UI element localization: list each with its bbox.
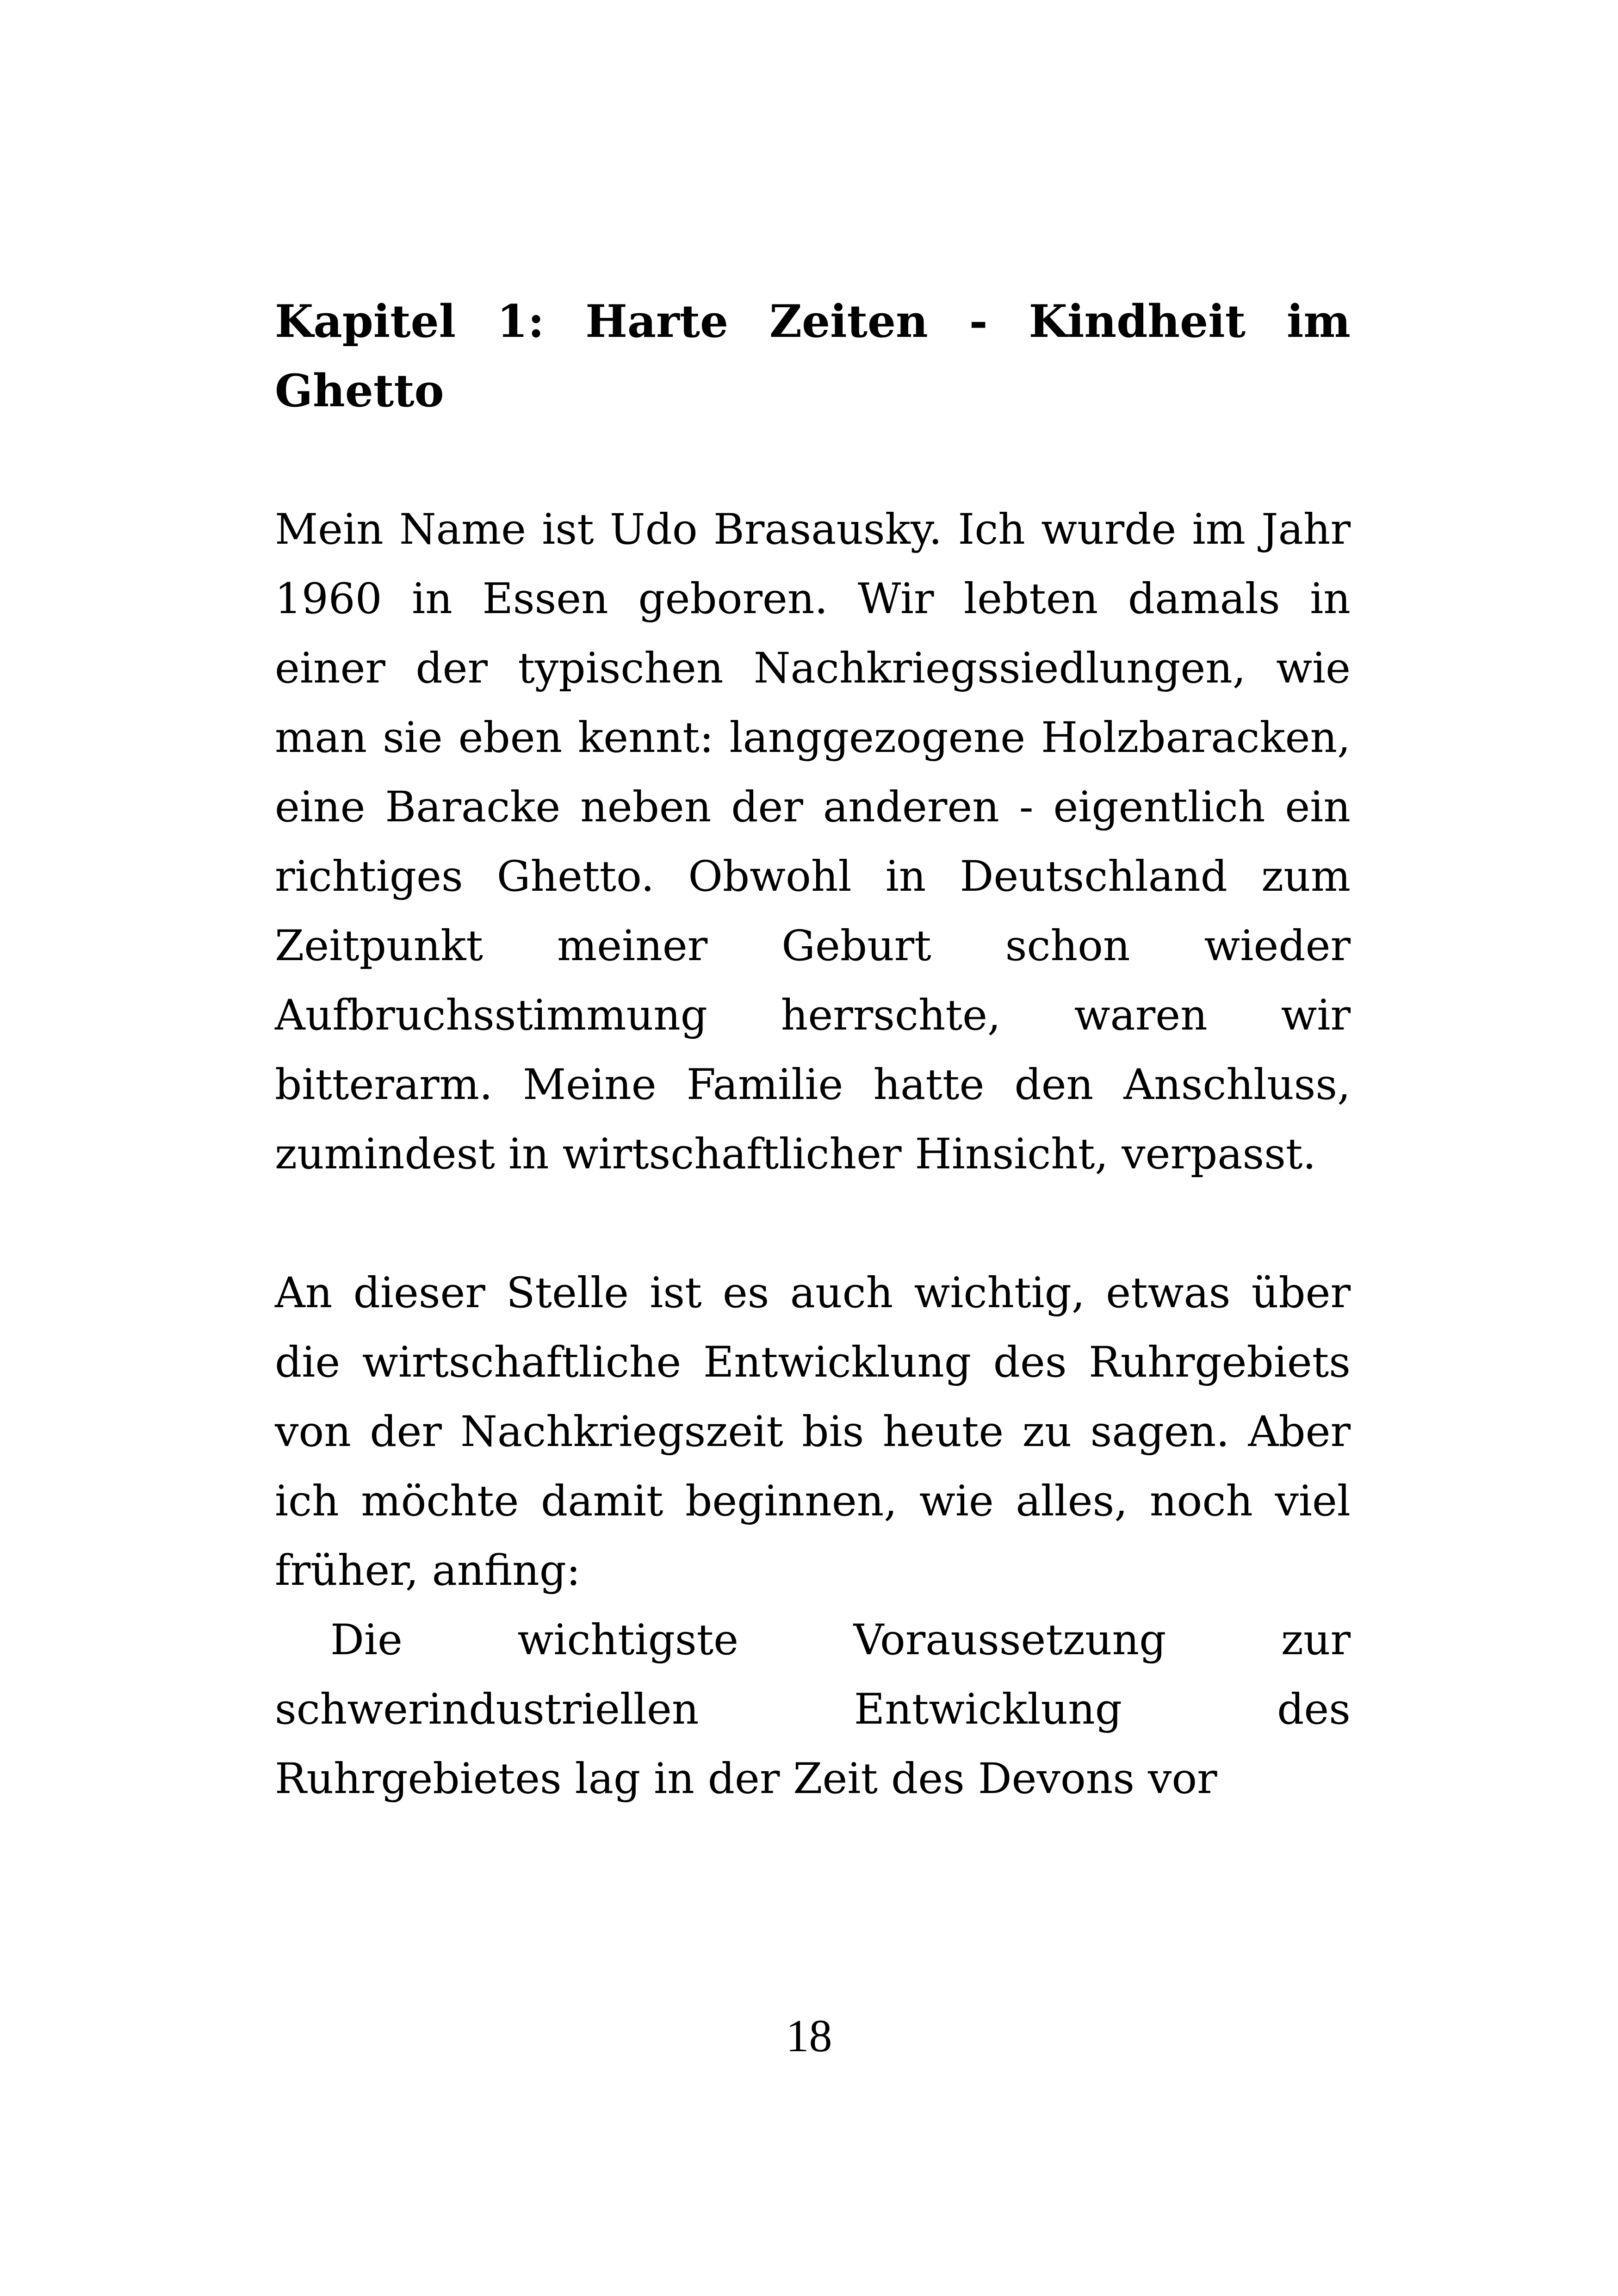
paragraph-3: Die wichtigste Voraussetzung zur schwerindustriellen Entwicklung des Ruhrgebietes lag in der Zeit des Devons vor (275, 1616, 1351, 1803)
page-content (275, 287, 1351, 1814)
chapter-title: Kapitel 1: Harte Zeiten - Kindheit im Ghetto (275, 295, 1351, 417)
paragraph-2: An dieser Stelle ist es auch wichtig, etwas über die wirtschaftliche Entwicklung des Ruhrgebiets von der Nachkriegszeit bis heute zu sagen. Aber ich möchte damit beginnen, wie alles, noch viel früher, anfing: (275, 1269, 1351, 1595)
page-number: 18 (786, 2010, 832, 2061)
paragraph-1: Mein Name ist Udo Brasausky. Ich wurde im Jahr 1960 in Essen geboren. Wir lebten damals in einer der typischen Nachkriegssiedlungen, wie man sie eben kennt: langgezogene Holzbaracken, eine Baracke neben der anderen - eigentlich ein richtiges Ghetto. Obwohl in Deutschland zum Zeitpunkt meiner Geburt schon wieder Aufbruchsstimmung herrschte, waren wir bitterarm. Meine Familie hatte den Anschluss, zumindest in wirtschaftlicher Hinsicht, verpasst. (275, 505, 1351, 1179)
